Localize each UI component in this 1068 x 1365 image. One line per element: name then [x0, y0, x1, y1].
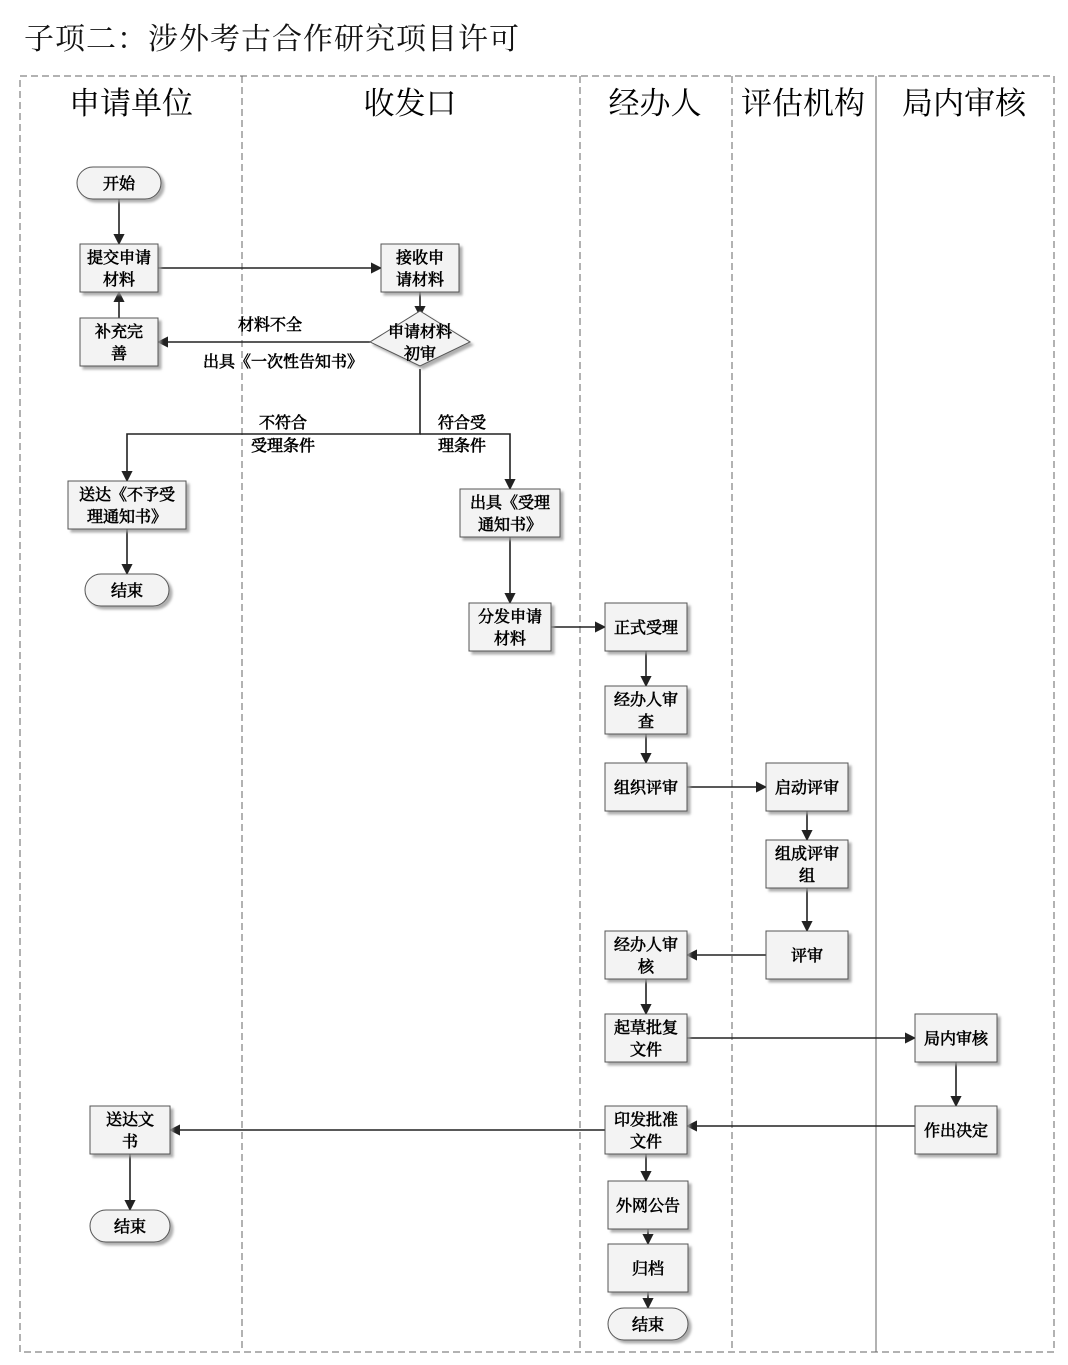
node-receive [381, 244, 459, 292]
node-organize-review [605, 763, 687, 811]
node-label: 结束 [113, 1217, 147, 1236]
node-end3 [608, 1308, 688, 1340]
node-label: 补充完 [94, 322, 144, 341]
node-formal-accept [605, 603, 687, 651]
node-label: 善 [110, 344, 128, 363]
node-label: 正式受理 [613, 618, 679, 637]
node-label: 结束 [631, 1315, 665, 1334]
lane-title: 申请单位 [69, 86, 193, 122]
node-label: 出具《受理 [469, 493, 551, 512]
node-deliver [90, 1106, 170, 1154]
lane-title: 评估机构 [741, 86, 865, 122]
node-label: 作出决定 [923, 1121, 989, 1140]
node-end1 [85, 574, 169, 606]
node-distribute [469, 603, 551, 651]
node-evaluate [766, 931, 848, 979]
node-label: 申请材料 [387, 322, 453, 341]
node-reject-notice [68, 481, 186, 529]
node-label: 外网公告 [615, 1196, 681, 1215]
node-draft [605, 1014, 687, 1062]
lane-title: 收发口 [363, 86, 457, 122]
node-supplement [80, 318, 158, 366]
node-label: 分发申请 [477, 607, 543, 626]
node-label: 书 [121, 1132, 139, 1151]
node-label: 材料 [493, 629, 527, 648]
node-label: 组 [798, 866, 816, 885]
edge-label-one-time-notice: 出具《一次性告知书》 [202, 352, 364, 371]
node-officer-check [605, 686, 687, 734]
page-title: 子项二：涉外考古合作研究项目许可 [24, 22, 520, 57]
node-label: 通知书》 [477, 515, 543, 534]
node-label: 组成评审 [774, 844, 840, 863]
node-label: 经办人审 [613, 690, 679, 709]
node-label: 经办人审 [613, 935, 679, 954]
node-start-review [766, 763, 848, 811]
node-internal-audit [915, 1014, 997, 1062]
edge-label-not-meet: 受理条件 [250, 436, 316, 455]
node-accept-notice [460, 489, 560, 537]
node-review [370, 311, 470, 366]
node-label: 接收申 [395, 248, 445, 267]
node-officer-audit [605, 931, 687, 979]
edge-label-not-meet: 不符合 [258, 413, 308, 432]
node-label: 印发批准 [613, 1110, 679, 1129]
node-label: 提交申请 [86, 248, 152, 267]
node-label: 理通知书》 [86, 507, 168, 526]
node-label: 组织评审 [613, 778, 679, 797]
node-label: 文件 [629, 1040, 663, 1059]
node-label: 评审 [790, 946, 824, 965]
node-label: 材料 [102, 270, 136, 289]
edge-label-incomplete: 材料不全 [237, 315, 303, 334]
lane-title: 经办人 [608, 86, 702, 122]
node-label: 送达文 [105, 1110, 155, 1129]
node-label: 结束 [110, 581, 144, 600]
node-label: 查 [637, 712, 655, 731]
node-end2 [90, 1210, 170, 1242]
node-label: 局内审核 [923, 1029, 989, 1048]
edge-label-meet: 符合受 [437, 413, 487, 432]
edge-label-meet: 理条件 [437, 436, 487, 455]
node-issue [605, 1106, 687, 1154]
node-publish [608, 1181, 688, 1229]
node-label: 初审 [403, 344, 437, 363]
node-archive [608, 1244, 688, 1292]
node-form-panel [766, 840, 848, 888]
node-submit [80, 244, 158, 292]
node-start [77, 167, 161, 199]
node-label: 送达《不予受 [78, 485, 176, 504]
node-label: 请材料 [395, 270, 445, 289]
node-decision [915, 1106, 997, 1154]
node-label: 起草批复 [613, 1018, 679, 1037]
node-label: 文件 [629, 1132, 663, 1151]
lane-title: 局内审核 [902, 86, 1026, 122]
node-label: 开始 [102, 174, 136, 193]
node-label: 启动评审 [774, 778, 840, 797]
node-label: 归档 [631, 1259, 665, 1278]
node-label: 核 [637, 957, 655, 976]
